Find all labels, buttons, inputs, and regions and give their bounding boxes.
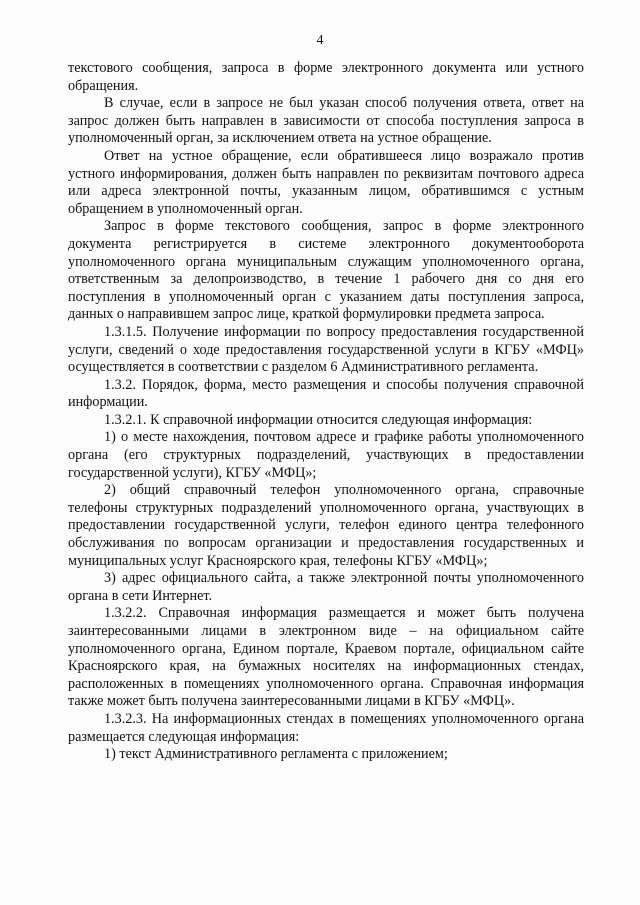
paragraph-1-3-2-3: 1.3.2.3. На информационных стендах в помещениях уполномоченного органа размещается следующая информация: (68, 710, 584, 745)
paragraph-registration: Запрос в форме текстового сообщения, запрос в форме электронного документа регистрируется в системе электронного документооборота уполномоченного органа муниципальным служащим уполномоченного органа, ответственным за делопроизводство, в течение 1 рабочего дня со дня его поступления в уполномоченный орган с указанием даты поступления запроса, данных о направившем запрос лице, краткой формулировки предмета запроса. (68, 218, 584, 323)
paragraph-response-method: В случае, если в запросе не был указан способ получения ответа, ответ на запрос должен быть направлен в зависимости от способа поступления запроса в уполномоченный орган, за исключением ответа на устное обращение. (68, 95, 584, 147)
paragraph-1-3-1-5: 1.3.1.5. Получение информации по вопросу предоставления государственной услуги, сведений о ходе предоставления государственной услуги в КГБУ «МФЦ» осуществляется в соответствии с разделом 6 Административного регламента. (68, 323, 584, 376)
list-item-regulation-text: 1) текст Административного регламента с приложением; (104, 746, 448, 763)
list-item-website: 3) адрес официального сайта, а также электронной почты уполномоченного органа в сети Интернет. (68, 570, 584, 604)
page-number: 4 (316, 33, 324, 48)
paragraph-oral-appeal: Ответ на устное обращение, если обратившееся лицо возражало против устного информирования, должен быть направлен по реквизитам почтового адреса или адреса электронной почты, указанным лицом, обратившимся с устным обращением в уполномоченный орган. (68, 147, 584, 217)
paragraph-1-3-2-1: 1.3.2.1. К справочной информации относится следующая информация: (104, 411, 533, 428)
list-item-phones: 2) общий справочный телефон уполномоченного органа, справочные телефоны структурных подразделений уполномоченного органа, участвующих в предоставлении государственной услуги, телефон единого центра телефонного обслуживания по вопросам организации и предоставления государственных и муниципальных услуг Красноярского края, телефоны КГБУ «МФЦ»; (68, 482, 584, 569)
paragraph-1-3-2-2: 1.3.2.2. Справочная информация размещается и может быть получена заинтересованными лицами в электронном виде – на официальном сайте уполномоченного органа, Едином портале, Краевом портале, официальном сайте Красноярского края, на бумажных носителях на информационных стендах, расположенных в помещениях уполномоченного органа. Справочная информация также может быть получена заинтересованными лицами в КГБУ «МФЦ». (68, 605, 584, 710)
paragraph-1-3-2: 1.3.2. Порядок, форма, место размещения и способы получения справочной информации. (68, 376, 584, 411)
paragraph-continuation: текстового сообщения, запроса в форме электронного документа или устного обращения. (68, 60, 584, 94)
list-item-location: 1) о месте нахождения, почтовом адресе и графике работы уполномоченного органа (его структурных подразделений, участвующих в предоставлении государственной услуги), КГБУ «МФЦ»; (68, 429, 584, 481)
document-body (68, 60, 584, 764)
